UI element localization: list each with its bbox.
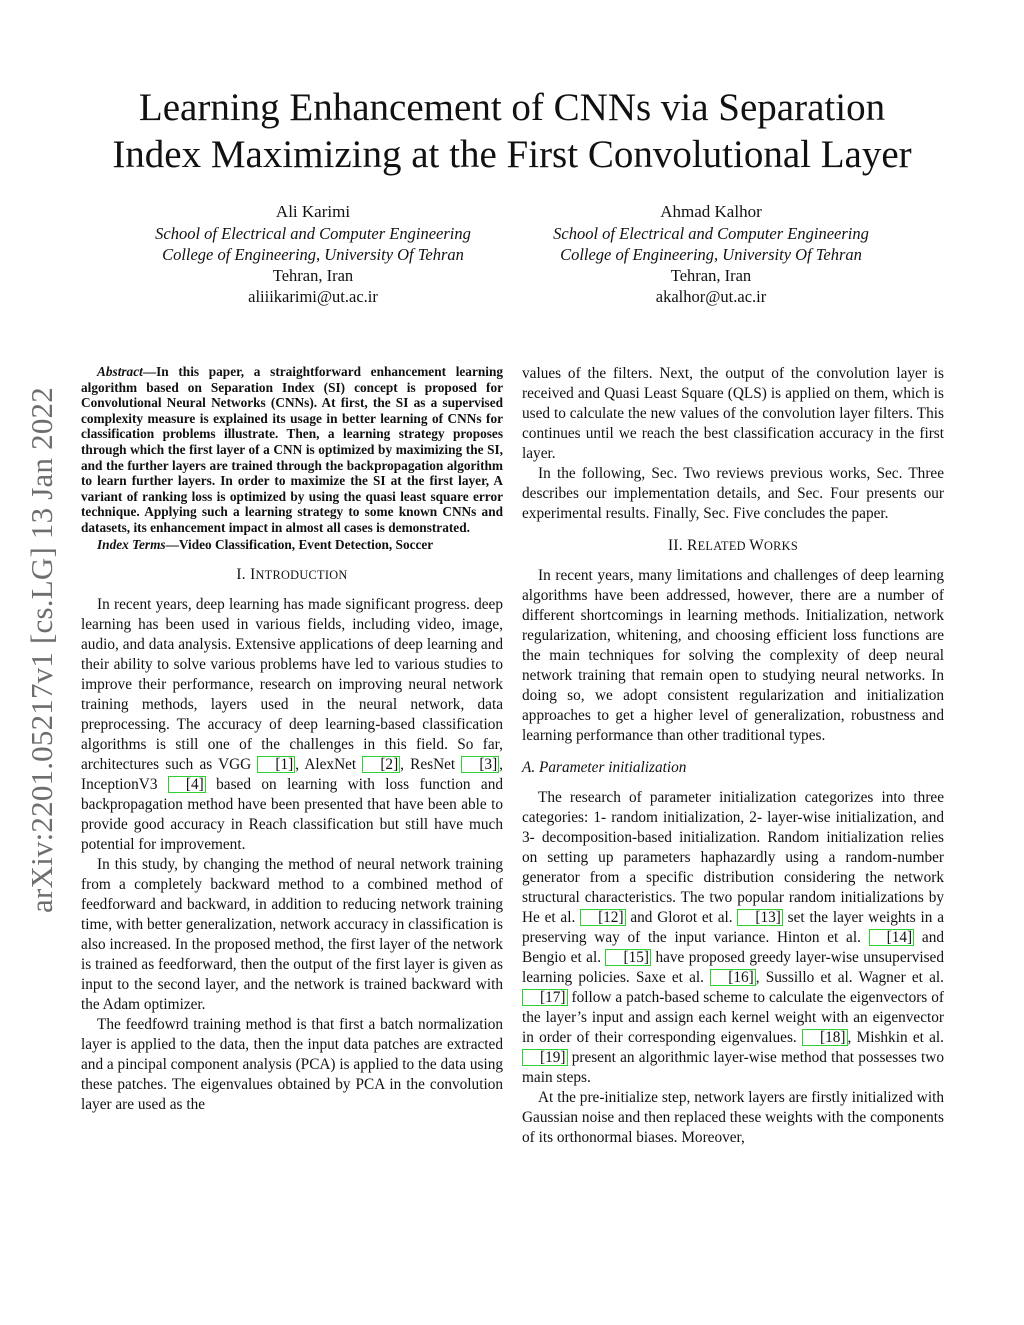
right-column	[522, 364, 944, 1148]
author-department: School of Electrical and Computer Engineering	[155, 224, 471, 243]
arxiv-identifier: arXiv:2201.05217v1 [cs.LG] 13 Jan 2022	[24, 387, 59, 913]
right-paragraph-2: In the following, Sec. Two reviews previous works, Sec. Three describes our implementation details, and Sec. Four presents our experimental results. Finally, Sec. Five concludes the paper.	[522, 465, 944, 522]
section-heading-introduction: I. INTRODUCTION	[236, 565, 348, 583]
author-department: School of Electrical and Computer Engineering	[553, 224, 869, 243]
citation-link[interactable]: [14]	[869, 929, 915, 946]
intro-paragraph-2: In this study, by changing the method of neural network training from a completely backward method to a combined method of feedforward and backward, in addition to reducing network training time, with better generalization, network accuracy in classification is also increased. In the proposed method, the first layer of the network is trained as feedforward, then the output of the first layer is given as input to the second layer, and the network is trained backward with the Adam optimizer.	[81, 855, 503, 1013]
author-block-1	[133, 201, 493, 307]
citation-link[interactable]: [12]	[580, 909, 626, 926]
title-line-2: Index Maximizing at the First Convolutional Layer	[112, 133, 912, 176]
author-city: Tehran, Iran	[670, 266, 752, 285]
citation-link[interactable]: [17]	[522, 989, 568, 1006]
author-college: College of Engineering, University Of Tehran	[560, 245, 862, 264]
intro-paragraph-3: The feedfowrd training method is that first a batch normalization layer is applied to the data, then the input data patches are extracted and a pincipal component analysis (PCA) is applied to the data using these patches. The eigenvalues obtained by PCA in the convolution layer are used as the	[81, 1015, 503, 1113]
citation-link[interactable]: [4]	[168, 776, 206, 793]
citation-link[interactable]: [1]	[257, 756, 295, 773]
right-paragraph-1: values of the filters. Next, the output of the convolution layer is received and Quasi Least Square (QLS) is applied on them, which is used to calculate the new values of the convolution layer filters. This continues until we reach the best classification accuracy in the first layer.	[522, 365, 944, 462]
author-name: Ahmad Kalhor	[660, 202, 762, 221]
intro-paragraph-1: In recent years, deep learning has made significant progress. deep learning has been used in various fields, including video, image, audio, and data analysis. Extensive applications of deep learning and their ability to solve various problems have led to various studies to improve their performance, research on improving neural network training methods, layers used in the neural network, data preprocessing. The accuracy of deep learning-based classification algorithms is still one of the challenges in this field. So far, architectures such as VGG [1] , AlexNet [2] , ResNet [3] , InceptionV3 [4] based on learning with loss function and backpropagation method have been presented that have been able to provide good accuracy in Reach classification but still have much potential for improvement.	[81, 595, 503, 853]
author-college: College of Engineering, University Of Tehran	[162, 245, 464, 264]
citation-link[interactable]: [3]	[461, 756, 499, 773]
citation-link[interactable]: [16]	[710, 969, 756, 986]
left-column	[81, 364, 503, 1115]
citation-link[interactable]: [13]	[737, 909, 783, 926]
citation-link[interactable]: [15]	[605, 949, 651, 966]
title-line-1: Learning Enhancement of CNNs via Separation	[138, 86, 886, 129]
abstract-label: Abstract	[97, 364, 143, 379]
param-init-paragraph-1: The research of parameter initialization categorizes into three categories: 1- random initialization, 2- layer-wise initialization, and 3- decomposition-based initialization. Random initialization relies on setting up parameters haphazardly using a random-number generator from a specific distribution considering the network structural characteristics. The two popular random initializations by He et al. [12] and Glorot et al. [13] set the layer weights in a preserving way of the input variance. Hinton et al. [14] and Bengio et al. [15] have proposed greedy layer-wise unsupervised learning policies. Saxe et al. [16] , Sussillo et al. Wagner et al. [17] follow a patch-based scheme to calculate the eigenvectors of the layer’s input and assign each kernel weight with an eigenvector in order of their corresponding eigenvalues. [18] , Mishkin et al. [19] present an algorithmic layer-wise method that possesses two main steps.	[522, 789, 945, 1086]
paper-title	[60, 84, 964, 178]
abstract-text: —In this paper, a straightforward enhancement learning algorithm based on Separation Index (SI) concept is proposed for Convolutional Neural Networks (CNNs). At first, the SI as a supervised complexity measure is explained its usage in better learning of CNNs for classification problems illustrate. Then, a learning strategy proposes through which the first layer of a CNN is optimized by maximizing the SI, and the further layers are trained through the backpropagation algorithm to learn further layers. In order to maximize the SI at the first layer, A variant of ranking loss is optimized by using the quasi least square error technique. Applying such a learning strategy to some known CNNs and datasets, its enhancement impact in almost all cases is demonstrated.	[81, 364, 503, 535]
author-block-2	[531, 201, 891, 307]
author-city: Tehran, Iran	[272, 266, 354, 285]
index-terms-text: —Video Classification, Event Detection, Soccer	[165, 536, 434, 552]
abstract	[81, 364, 503, 536]
citation-link[interactable]: [18]	[802, 1029, 848, 1046]
index-terms-label: Index Terms	[97, 536, 166, 552]
arxiv-sidebar	[22, 355, 62, 945]
index-terms	[81, 537, 503, 553]
related-paragraph-1: In recent years, many limitations and challenges of deep learning algorithms have been addressed, however, there are a number of different shortcomings in learning methods. Initialization, network regularization, whitening, and choosing efficient loss functions are the main techniques for solving the complexity of deep neural network training that remain open to studying neural networks. In doing so, we adopt consistent regularization and initialization approaches to get a higher level of generalization, robustness and learning performance than other traditional types.	[522, 567, 944, 744]
section-heading-related-works: II. RELATED WORKS	[668, 537, 798, 554]
author-email: akalhor@ut.ac.ir	[655, 287, 767, 306]
author-name: Ali Karimi	[275, 202, 351, 221]
author-email: aliiikarimi@ut.ac.ir	[248, 287, 378, 306]
citation-link[interactable]: [2]	[362, 756, 400, 773]
citation-link[interactable]: [19]	[522, 1049, 568, 1066]
param-init-paragraph-2: At the pre-initialize step, network layers are firstly initialized with Gaussian noise and then replaced these weights with the components of its orthonormal biases. Moreover,	[522, 1089, 944, 1146]
subsection-heading-parameter-initialization: A. Parameter initialization	[522, 759, 687, 776]
